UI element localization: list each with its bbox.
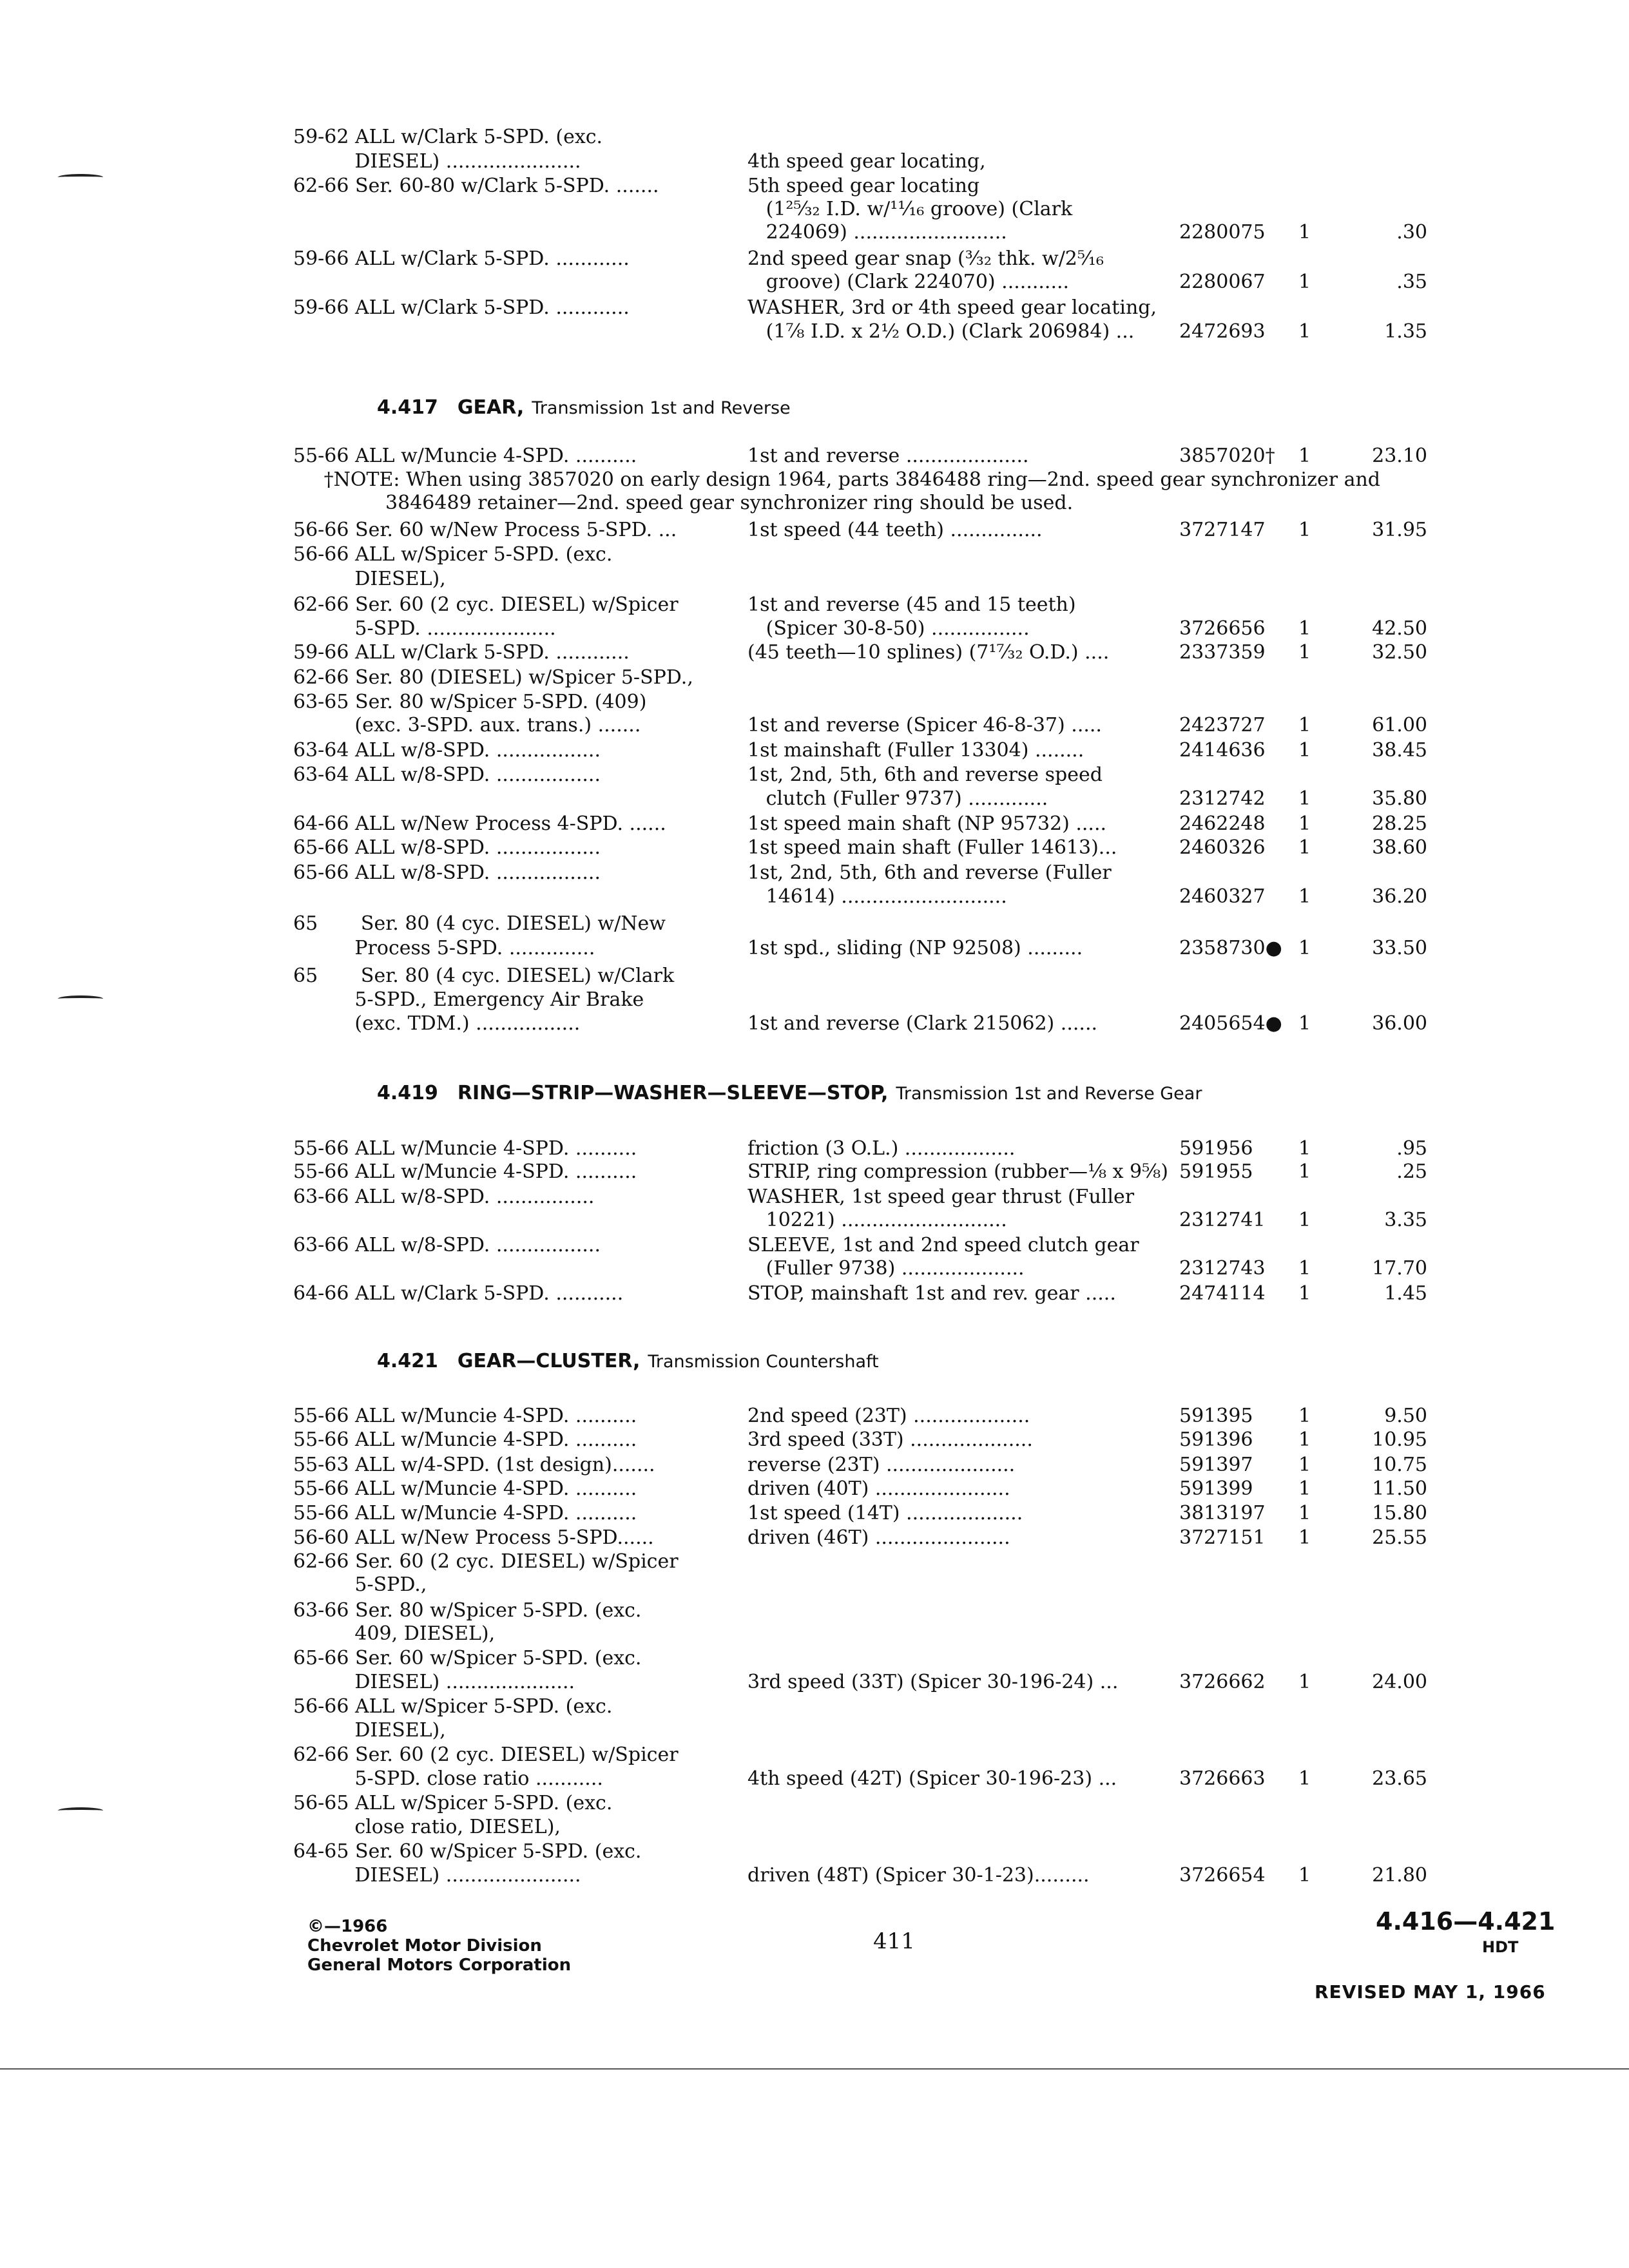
model-years-application: (exc. TDM.) ................. — [293, 1012, 581, 1035]
section-subtitle: Transmission 1st and Reverse Gear — [896, 1084, 1202, 1104]
section-header — [377, 1082, 1202, 1104]
model-years-application: 55-63 ALL w/4-SPD. (1st design)....... — [293, 1454, 655, 1476]
revised-date: REVISED MAY 1, 1966 — [1315, 1981, 1546, 2003]
model-years-application: 63-65 Ser. 80 w/Spicer 5-SPD. (409) — [293, 691, 647, 713]
model-years-application: 64-65 Ser. 60 w/Spicer 5-SPD. (exc. — [293, 1840, 642, 1863]
quantity: 1 — [1298, 1209, 1311, 1231]
part-description: 10221) ........................... — [747, 1209, 1007, 1231]
part-description: 4th speed (42T) (Spicer 30-196-23) ... — [747, 1767, 1117, 1790]
part-number: 2312743 — [1179, 1257, 1266, 1280]
part-number: 3726663 — [1179, 1767, 1266, 1790]
model-years-application: 56-66 ALL w/Spicer 5-SPD. (exc. — [293, 1695, 613, 1718]
part-number: 2472693 — [1179, 320, 1266, 343]
part-number: 3727151 — [1179, 1526, 1266, 1549]
model-years-application: 56-66 Ser. 60 w/New Process 5-SPD. ... — [293, 519, 677, 541]
price: .35 — [1396, 271, 1427, 293]
part-description: driven (40T) ...................... — [747, 1477, 1010, 1500]
model-years-application: 55-66 ALL w/Muncie 4-SPD. .......... — [293, 1160, 637, 1183]
part-description: 1st mainshaft (Fuller 13304) ........ — [747, 739, 1084, 762]
section-title: GEAR, — [457, 396, 525, 419]
model-years-application: close ratio, DIESEL), — [293, 1816, 561, 1838]
part-description: 4th speed gear locating, — [747, 150, 986, 173]
model-years-application: 62-66 Ser. 60-80 w/Clark 5-SPD. ....... — [293, 175, 659, 197]
part-description: WASHER, 1st speed gear thrust (Fuller — [747, 1186, 1135, 1208]
quantity: 1 — [1298, 1137, 1311, 1160]
quantity: 1 — [1298, 1502, 1311, 1524]
quantity: 1 — [1298, 1012, 1311, 1035]
part-description: (1²⁵⁄₃₂ I.D. w/¹¹⁄₁₆ groove) (Clark — [747, 198, 1073, 220]
quantity: 1 — [1298, 519, 1311, 541]
price: 36.00 — [1372, 1012, 1427, 1035]
price: .95 — [1396, 1137, 1427, 1160]
model-years-application: DIESEL) ...................... — [293, 150, 581, 173]
corporation-name: General Motors Corporation — [307, 1956, 572, 1975]
price: .30 — [1396, 221, 1427, 244]
section-title: RING—STRIP—WASHER—SLEEVE—STOP, — [457, 1082, 889, 1104]
model-years-application: 59-66 ALL w/Clark 5-SPD. ............ — [293, 247, 630, 270]
price: 9.50 — [1384, 1405, 1427, 1427]
price: 1.45 — [1384, 1282, 1427, 1305]
model-years-application: 55-66 ALL w/Muncie 4-SPD. .......... — [293, 445, 637, 467]
copyright: ©—1966 — [307, 1917, 388, 1936]
part-description: 1st, 2nd, 5th, 6th and reverse speed — [747, 764, 1103, 786]
quantity: 1 — [1298, 1864, 1311, 1887]
quantity: 1 — [1298, 641, 1311, 664]
section-header — [377, 1350, 879, 1372]
model-years-application: 65-66 ALL w/8-SPD. ................. — [293, 861, 601, 884]
price: 23.10 — [1372, 445, 1427, 467]
model-years-application: 5-SPD. ..................... — [293, 617, 556, 640]
quantity: 1 — [1298, 1282, 1311, 1305]
part-number: 2423727 — [1179, 714, 1266, 736]
price: 33.50 — [1372, 937, 1427, 959]
quantity: 1 — [1298, 1477, 1311, 1500]
part-number: 591956 — [1179, 1137, 1253, 1160]
model-years-application: 56-65 ALL w/Spicer 5-SPD. (exc. — [293, 1792, 613, 1814]
section-number: 4.421 — [377, 1350, 438, 1372]
model-years-application: 55-66 ALL w/Muncie 4-SPD. .......... — [293, 1428, 637, 1451]
part-description: 2nd speed (23T) ................... — [747, 1405, 1030, 1427]
part-number: 591396 — [1179, 1428, 1253, 1451]
model-years-application: 65-66 Ser. 60 w/Spicer 5-SPD. (exc. — [293, 1647, 642, 1669]
part-description: 1st and reverse (45 and 15 teeth) — [747, 593, 1076, 616]
part-description: 224069) ......................... — [747, 221, 1007, 244]
punch-mark-top — [58, 174, 103, 180]
price: 1.35 — [1384, 320, 1427, 343]
part-number: 3727147 — [1179, 519, 1266, 541]
price: 3.35 — [1384, 1209, 1427, 1231]
part-number: 3813197 — [1179, 1502, 1266, 1524]
quantity: 1 — [1298, 937, 1311, 959]
model-years-application: 5-SPD., — [293, 1573, 427, 1596]
part-number: 2405654● — [1179, 1012, 1282, 1035]
model-years-application: 65 Ser. 80 (4 cyc. DIESEL) w/Clark — [293, 965, 675, 987]
part-description: STOP, mainshaft 1st and rev. gear ..... — [747, 1282, 1116, 1305]
model-years-application: 63-66 ALL w/8-SPD. ................. — [293, 1234, 601, 1256]
price: 11.50 — [1372, 1477, 1427, 1500]
part-number: 2462248 — [1179, 812, 1266, 835]
quantity: 1 — [1298, 739, 1311, 762]
quantity: 1 — [1298, 617, 1311, 640]
quantity: 1 — [1298, 1454, 1311, 1476]
part-description: SLEEVE, 1st and 2nd speed clutch gear — [747, 1234, 1139, 1256]
quantity: 1 — [1298, 320, 1311, 343]
model-years-application: 63-64 ALL w/8-SPD. ................. — [293, 739, 601, 762]
part-number: 2312741 — [1179, 1209, 1266, 1231]
punch-mark-bottom — [58, 1807, 103, 1814]
model-years-application: 62-66 Ser. 60 (2 cyc. DIESEL) w/Spicer — [293, 1744, 679, 1766]
price: 25.55 — [1372, 1526, 1427, 1549]
price: 61.00 — [1372, 714, 1427, 736]
part-description: 1st speed main shaft (Fuller 14613)... — [747, 836, 1117, 859]
section-code: HDT — [1482, 1938, 1519, 1956]
price: 17.70 — [1372, 1257, 1427, 1280]
quantity: 1 — [1298, 1160, 1311, 1183]
model-years-application: 65 Ser. 80 (4 cyc. DIESEL) w/New — [293, 912, 666, 935]
quantity: 1 — [1298, 885, 1311, 908]
price: 24.00 — [1372, 1671, 1427, 1693]
part-number: 3726662 — [1179, 1671, 1266, 1693]
part-number: 591397 — [1179, 1454, 1253, 1476]
model-years-application: DIESEL) ...................... — [293, 1864, 581, 1887]
part-number: 2280075 — [1179, 221, 1266, 244]
model-years-application: 64-66 ALL w/New Process 4-SPD. ...... — [293, 812, 666, 835]
part-number: 2280067 — [1179, 271, 1266, 293]
model-years-application: Process 5-SPD. .............. — [293, 937, 595, 959]
price: 15.80 — [1372, 1502, 1427, 1524]
price: 10.75 — [1372, 1454, 1427, 1476]
model-years-application: 5-SPD., Emergency Air Brake — [293, 988, 644, 1011]
model-years-application: 409, DIESEL), — [293, 1622, 496, 1645]
quantity: 1 — [1298, 714, 1311, 736]
part-description: 1st speed (14T) ................... — [747, 1502, 1023, 1524]
part-number: 591955 — [1179, 1160, 1253, 1183]
part-description: 1st and reverse .................... — [747, 445, 1029, 467]
quantity: 1 — [1298, 221, 1311, 244]
part-description: WASHER, 3rd or 4th speed gear locating, — [747, 296, 1157, 319]
part-description: 1st speed (44 teeth) ............... — [747, 519, 1043, 541]
price: 23.65 — [1372, 1767, 1427, 1790]
model-years-application: 59-66 ALL w/Clark 5-SPD. ............ — [293, 296, 630, 319]
model-years-application: 56-60 ALL w/New Process 5-SPD...... — [293, 1526, 654, 1549]
model-years-application: 65-66 ALL w/8-SPD. ................. — [293, 836, 601, 859]
part-description: (Fuller 9738) .................... — [747, 1257, 1025, 1280]
price: 32.50 — [1372, 641, 1427, 664]
model-years-application: 55-66 ALL w/Muncie 4-SPD. .......... — [293, 1477, 637, 1500]
price: .25 — [1396, 1160, 1427, 1183]
model-years-application: 55-66 ALL w/Muncie 4-SPD. .......... — [293, 1405, 637, 1427]
section-header — [377, 396, 791, 419]
model-years-application: 63-66 Ser. 80 w/Spicer 5-SPD. (exc. — [293, 1599, 642, 1622]
part-number: 591399 — [1179, 1477, 1253, 1500]
quantity: 1 — [1298, 1405, 1311, 1427]
part-description: 1st spd., sliding (NP 92508) ......... — [747, 937, 1083, 959]
section-range: 4.416—4.421 — [1376, 1907, 1556, 1936]
part-description: 1st and reverse (Clark 215062) ...... — [747, 1012, 1098, 1035]
part-description: friction (3 O.L.) .................. — [747, 1137, 1016, 1160]
model-years-application: DIESEL), — [293, 1719, 446, 1742]
model-years-application: 63-64 ALL w/8-SPD. ................. — [293, 764, 601, 786]
section-number: 4.417 — [377, 396, 438, 419]
part-description: 1st, 2nd, 5th, 6th and reverse (Fuller — [747, 861, 1112, 884]
part-number: 2460326 — [1179, 836, 1266, 859]
price: 38.45 — [1372, 739, 1427, 762]
model-years-application: 55-66 ALL w/Muncie 4-SPD. .......... — [293, 1502, 637, 1524]
model-years-application: 62-66 Ser. 80 (DIESEL) w/Spicer 5-SPD., — [293, 666, 693, 689]
part-number: 3857020† — [1179, 445, 1275, 467]
price: 31.95 — [1372, 519, 1427, 541]
part-description: STRIP, ring compression (rubber—⅛ x 9⅝) — [747, 1160, 1168, 1183]
model-years-application: 63-66 ALL w/8-SPD. ................ — [293, 1186, 595, 1208]
model-years-application: DIESEL) ..................... — [293, 1671, 575, 1693]
model-years-application: 55-66 ALL w/Muncie 4-SPD. .......... — [293, 1137, 637, 1160]
part-number: 3726656 — [1179, 617, 1266, 640]
price: 35.80 — [1372, 787, 1427, 810]
section-title: GEAR—CLUSTER, — [457, 1350, 641, 1372]
part-description: 2nd speed gear snap (³⁄₃₂ thk. w/2⁵⁄₁₆ — [747, 247, 1104, 270]
section-subtitle: Transmission 1st and Reverse — [532, 398, 791, 418]
quantity: 1 — [1298, 1428, 1311, 1451]
part-description: driven (48T) (Spicer 30-1-23)......... — [747, 1864, 1090, 1887]
quantity: 1 — [1298, 1257, 1311, 1280]
punch-mark-middle — [58, 995, 103, 1002]
part-number: 2460327 — [1179, 885, 1266, 908]
part-number: 2474114 — [1179, 1282, 1266, 1305]
page-number: 411 — [873, 1928, 915, 1954]
part-number: 3726654 — [1179, 1864, 1266, 1887]
part-number: 2337359 — [1179, 641, 1266, 664]
part-number: 2358730● — [1179, 937, 1282, 959]
section-subtitle: Transmission Countershaft — [648, 1352, 879, 1372]
model-years-application: 56-66 ALL w/Spicer 5-SPD. (exc. — [293, 543, 613, 566]
part-description: 1st and reverse (Spicer 46-8-37) ..... — [747, 714, 1102, 736]
part-description: (Spicer 30-8-50) ................ — [747, 617, 1030, 640]
part-description: (45 teeth—10 splines) (7¹⁷⁄₃₂ O.D.) .... — [747, 641, 1110, 664]
part-description: 5th speed gear locating — [747, 175, 980, 197]
quantity: 1 — [1298, 836, 1311, 859]
part-description: 3rd speed (33T) (Spicer 30-196-24) ... — [747, 1671, 1119, 1693]
part-number: 2414636 — [1179, 739, 1266, 762]
part-description: groove) (Clark 224070) ........... — [747, 271, 1070, 293]
quantity: 1 — [1298, 812, 1311, 835]
model-years-application: 62-66 Ser. 60 (2 cyc. DIESEL) w/Spicer — [293, 1550, 679, 1573]
section-number: 4.419 — [377, 1082, 438, 1104]
price: 38.60 — [1372, 836, 1427, 859]
model-years-application: 5-SPD. close ratio ........... — [293, 1767, 603, 1790]
part-description: 3rd speed (33T) .................... — [747, 1428, 1033, 1451]
model-years-application: (exc. 3-SPD. aux. trans.) ....... — [293, 714, 641, 736]
quantity: 1 — [1298, 1671, 1311, 1693]
model-years-application: 64-66 ALL w/Clark 5-SPD. ........... — [293, 1282, 624, 1305]
part-description: (1⁷⁄₈ I.D. x 2½ O.D.) (Clark 206984) ... — [747, 320, 1135, 343]
quantity: 1 — [1298, 445, 1311, 467]
part-description: 1st speed main shaft (NP 95732) ..... — [747, 812, 1107, 835]
part-description: reverse (23T) ..................... — [747, 1454, 1016, 1476]
page-bottom-rule — [0, 2068, 1629, 2070]
price: 36.20 — [1372, 885, 1427, 908]
part-description: 14614) ........................... — [747, 885, 1007, 908]
part-number: 2312742 — [1179, 787, 1266, 810]
part-number: 591395 — [1179, 1405, 1253, 1427]
part-description: driven (46T) ...................... — [747, 1526, 1010, 1549]
model-years-application: 62-66 Ser. 60 (2 cyc. DIESEL) w/Spicer — [293, 593, 679, 616]
quantity: 1 — [1298, 787, 1311, 810]
model-years-application: 59-62 ALL w/Clark 5-SPD. (exc. — [293, 126, 603, 148]
quantity: 1 — [1298, 271, 1311, 293]
model-years-application: DIESEL), — [293, 568, 446, 590]
model-years-application: 3846489 retainer—2nd. speed gear synchronizer ring should be used. — [293, 492, 1074, 514]
part-description: clutch (Fuller 9737) ............. — [747, 787, 1048, 810]
price: 28.25 — [1372, 812, 1427, 835]
price: 21.80 — [1372, 1864, 1427, 1887]
model-years-application: 59-66 ALL w/Clark 5-SPD. ............ — [293, 641, 630, 664]
price: 10.95 — [1372, 1428, 1427, 1451]
quantity: 1 — [1298, 1767, 1311, 1790]
model-years-application: †NOTE: When using 3857020 on early design 1964, parts 3846488 ring—2nd. speed gear synchronizer and — [293, 468, 1381, 491]
price: 42.50 — [1372, 617, 1427, 640]
quantity: 1 — [1298, 1526, 1311, 1549]
division-name: Chevrolet Motor Division — [307, 1936, 542, 1956]
